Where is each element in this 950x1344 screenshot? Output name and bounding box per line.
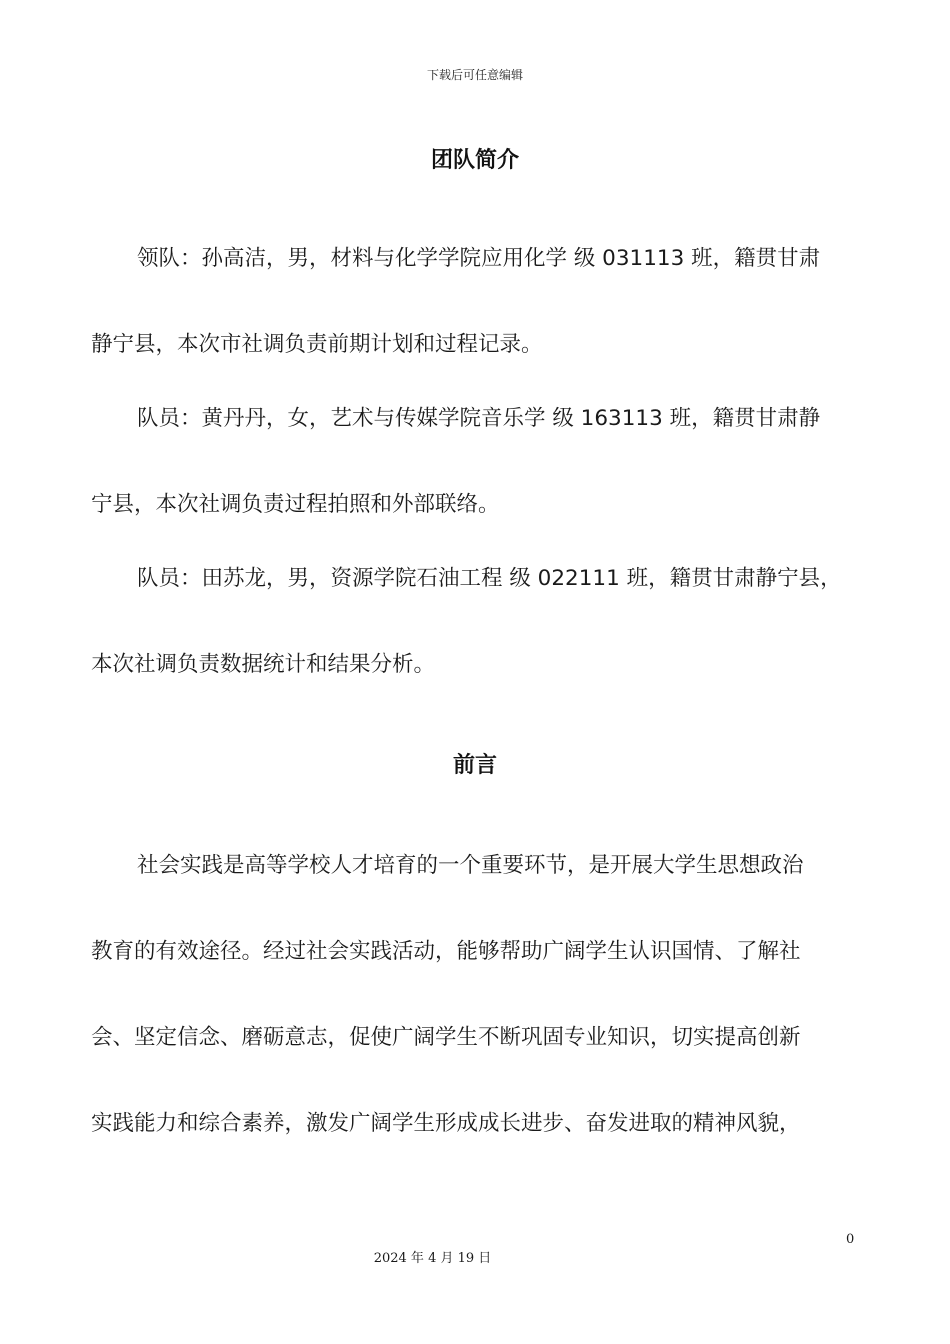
header-note: 下载后可任意编辑 <box>426 68 523 82</box>
preface-title: 前言 <box>452 753 497 778</box>
team-intro-title: 团队简介 <box>430 148 519 173</box>
paragraph-line: 本次社调负责数据统计和结果分析。 <box>91 652 436 677</box>
paragraph-line: 领队：孙高洁，男，材料与化学学院应用化学 级 031113 班，籍贯甘肃 <box>137 246 821 271</box>
paragraph-line: 会、坚定信念、磨砺意志，促使广阔学生不断巩固专业知识，切实提高创新 <box>91 1025 801 1050</box>
paragraph-line: 宁县，本次社调负责过程拍照和外部联络。 <box>91 492 500 517</box>
paragraph-line: 教育的有效途径。经过社会实践活动，能够帮助广阔学生认识国情、了解社 <box>91 939 801 964</box>
paragraph-line: 静宁县，本次市社调负责前期计划和过程记录。 <box>91 332 543 357</box>
paragraph-line: 社会实践是高等学校人才培育的一个重要环节，是开展大学生思想政治 <box>137 853 804 878</box>
paragraph-line: 实践能力和综合素养，激发广阔学生形成成长进步、奋发进取的精神风貌， <box>91 1111 801 1136</box>
paragraph-line: 队员：黄丹丹，女，艺术与传媒学院音乐学 级 163113 班，籍贯甘肃静 <box>137 406 821 431</box>
footer-date: 2024 年 4 月 19 日 <box>373 1251 492 1266</box>
paragraph-line: 队员：田苏龙，男，资源学院石油工程 级 022111 班，籍贯甘肃静宁县， <box>137 566 842 591</box>
page-number: 0 <box>846 1232 855 1247</box>
